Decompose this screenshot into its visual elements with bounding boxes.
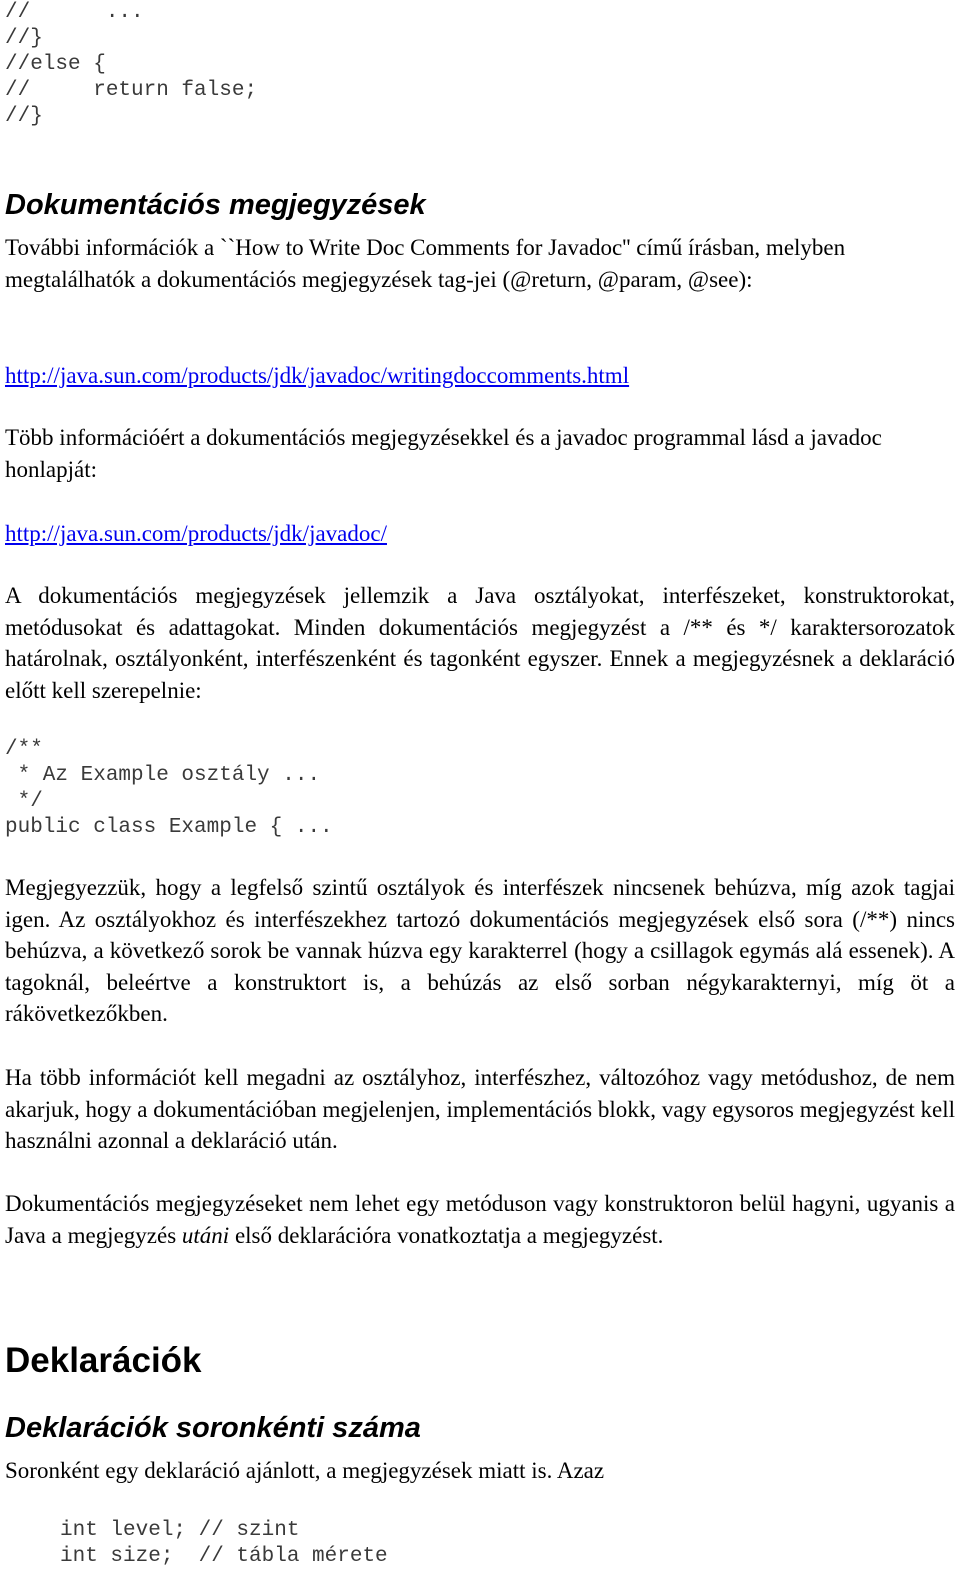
paragraph-text-end: első deklarációra vonatkoztatja a megjegyzést.	[229, 1222, 664, 1248]
link-writing-doc-comments[interactable]: http://java.sun.com/products/jdk/javadoc/writingdoccomments.html	[5, 363, 630, 388]
code-block-declarations: int level; // szint int size; // tábla mérete	[60, 1519, 388, 1568]
paragraph-text-start: Dokumentációs megjegyzéseket nem lehet egy metóduson vagy konstruktoron belül hagyni, ugyanis a Java a megjegyzés	[5, 1191, 955, 1248]
subsection-heading-declarations-per-line: Deklarációk soronkénti száma	[5, 1412, 421, 1444]
code-block-example-class: /** * Az Example osztály ... */ public class Example { ...	[5, 738, 333, 839]
paragraph-indentation-note: Megjegyezzük, hogy a legfelső szintű osztályok és interfészek nincsenek behúzva, míg azok tagjai igen. Az osztályokhoz és interfészekhez tartozó dokumentációs megjegyzések első sora (/**) nincs behúzva, a következő sorok be vannak húzva egy karakterrel (hogy a csillagok egymás alá essenek). A tagoknál, beleértve a konstruktort is, a behúzás az első sorban négykarakternyi, míg öt a rákövetkezőkben.	[5, 875, 955, 1026]
paragraph-more-info: További információk a ``How to Write Doc Comments for Javadoc'' című írásban, melyben megtalálhatók a dokumentációs megjegyzések tag-jei (@return, @param, @see):	[5, 235, 846, 292]
paragraph-implementation-comment: Ha több információt kell megadni az osztályhoz, interfészhez, változóhoz vagy metódushoz, de nem akarjuk, hogy a dokumentációban megjelenjen, implementációs blokk, vagy egysoros megjegyzést kell használni azonnal a deklaráció után.	[5, 1065, 955, 1153]
paragraph-one-declaration-per-line: Soronként egy deklaráció ajánlott, a megjegyzések miatt is. Azaz	[5, 1458, 605, 1483]
link-javadoc-homepage[interactable]: http://java.sun.com/products/jdk/javadoc/	[5, 521, 387, 546]
emphasized-word: utáni	[181, 1222, 230, 1248]
section-heading-declarations: Deklarációk	[5, 1341, 202, 1380]
code-block-top: // ... //} //else { // return false; //}	[5, 1, 258, 128]
paragraph-doc-comment-placement	[5, 1188, 955, 1251]
paragraph-doc-comment-description: A dokumentációs megjegyzések jellemzik a Java osztályokat, interfészeket, konstruktorokat, metódusokat és adattagokat. Minden dokumentációs megjegyzést a /** és */ karaktersorozatok határolnak, osztályonként, interfészenként és tagonként egyszer. Ennek a megjegyzésnek a deklaráció előtt kell szerepelnie:	[5, 583, 955, 703]
section-heading-doc-comments: Dokumentációs megjegyzések	[5, 189, 426, 221]
paragraph-javadoc-homepage: Több információért a dokumentációs megjegyzésekkel és a javadoc programmal lásd a javadoc honlapját:	[5, 425, 882, 482]
